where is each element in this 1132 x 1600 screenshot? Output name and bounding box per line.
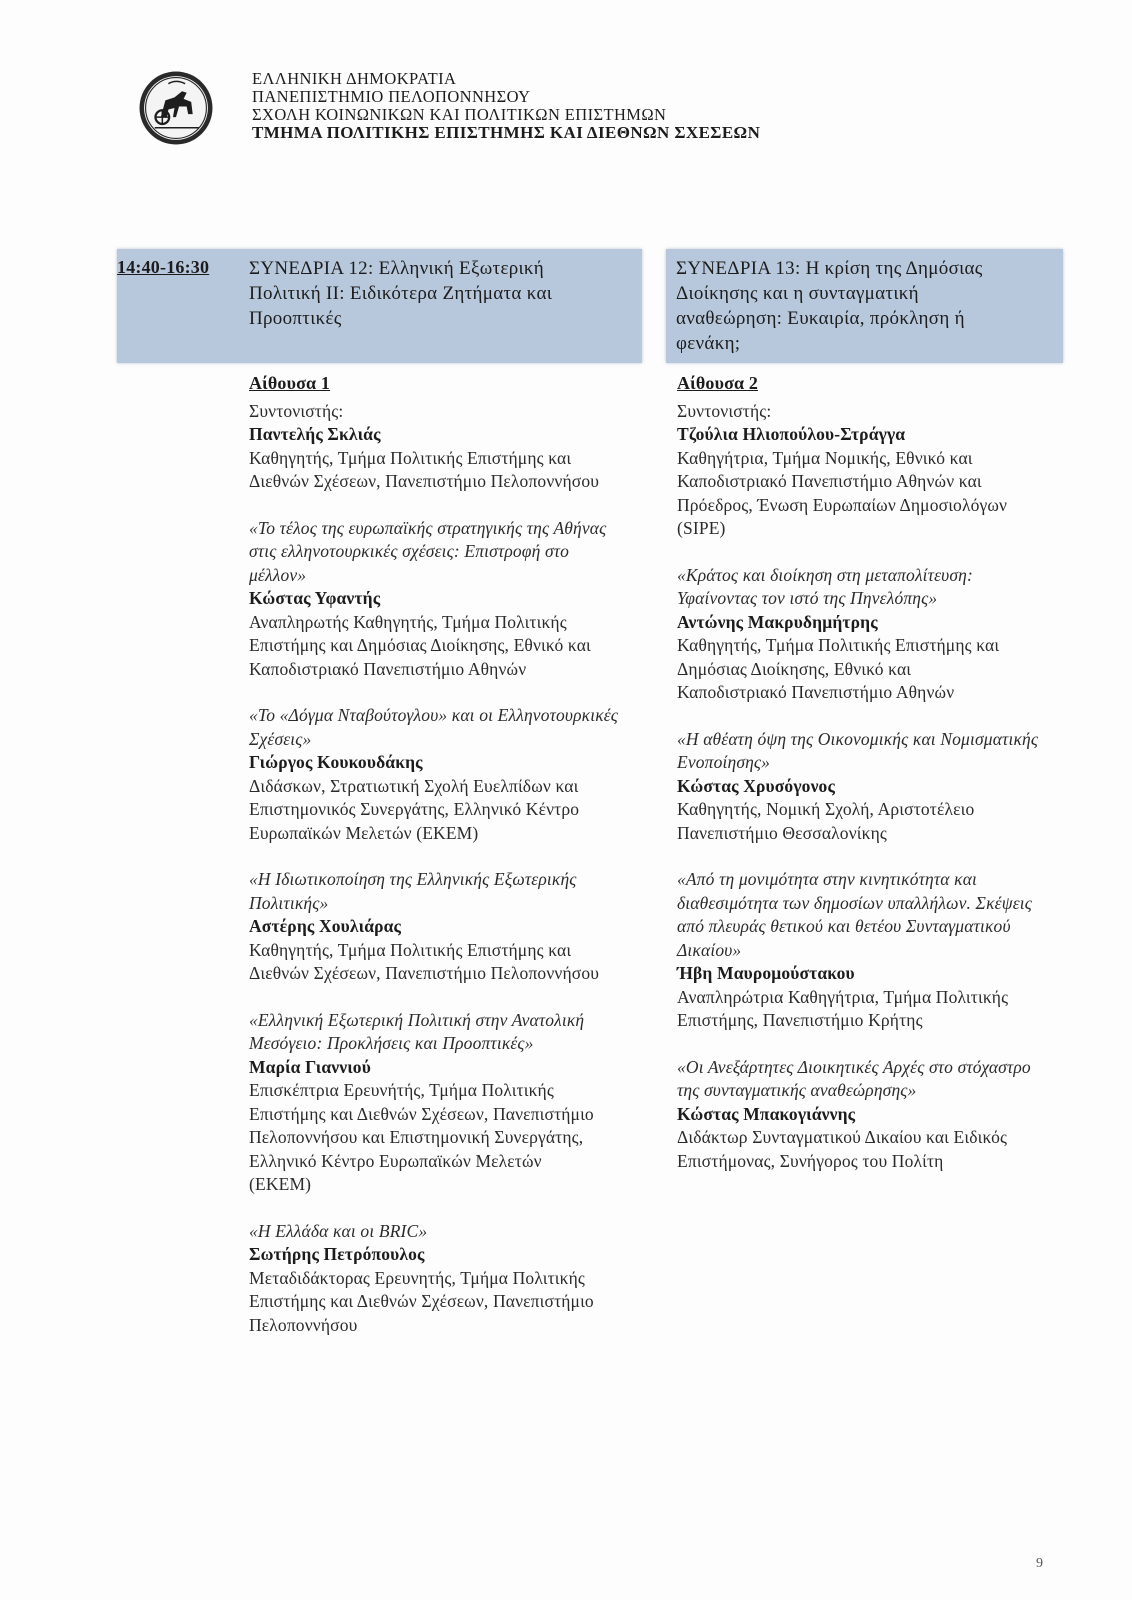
talk-title-line: «Η Ιδιωτικοποίηση της Ελληνικής Εξωτερικής <box>249 869 577 889</box>
affiliation-line: Επιστήμης και Διεθνών Σχέσεων, Πανεπιστήμιο <box>249 1103 594 1124</box>
talk-title-line: «Η Ελλάδα και οι BRIC» <box>249 1220 428 1241</box>
speaker-name: Κώστας Υφαντής <box>249 588 381 608</box>
affiliation-line: (SIPE) <box>677 518 726 538</box>
affiliation-line: Ευρωπαϊκών Μελετών (ΕΚΕΜ) <box>249 822 479 843</box>
coordinator-name: Παντελής Σκλιάς <box>249 424 381 444</box>
talk-title-line: Μεσόγειο: Προκλήσεις και Προοπτικές» <box>249 1033 534 1053</box>
talk-title-line: της συνταγματικής αναθεώρησης» <box>677 1080 917 1100</box>
session-13-column <box>677 372 1057 1173</box>
affiliation-line: Καθηγητής, Τμήμα Πολιτικής Επιστήμης και <box>677 635 1000 655</box>
coordinator-affiliation <box>249 447 641 494</box>
talk-item <box>249 868 641 986</box>
talk-title-line: «Η αθέατη όψη της Οικονομικής και Νομισματικής <box>677 728 1039 749</box>
affiliation-line: Αναπληρώτρια Καθηγήτρια, Τμήμα Πολιτικής <box>677 986 1009 1007</box>
university-seal-icon <box>138 70 214 146</box>
talk-title-line: Σχέσεις» <box>249 728 312 749</box>
speaker-name: Αστέρης Χουλιάρας <box>249 916 402 936</box>
document-header <box>138 70 1038 150</box>
session-title-line: ΣΥΝΕΔΡΙΑ 12: Ελληνική Εξωτερική <box>249 258 545 279</box>
header-line-republic: ΕΛΛΗΝΙΚΗ ΔΗΜΟΚΡΑΤΙΑ <box>252 69 457 88</box>
speaker-affiliation <box>677 798 1057 845</box>
speaker-affiliation <box>249 1267 641 1338</box>
coordinator-name: Τζούλια Ηλιοπούλου-Στράγγα <box>677 424 906 444</box>
affiliation-line: Επιστήμης και Δημόσιας Διοίκησης, Εθνικό και <box>249 635 591 655</box>
session-title-line: ΣΥΝΕΔΡΙΑ 13: Η κρίση της Δημόσιας <box>676 258 983 279</box>
affiliation-line: Καποδιστριακό Πανεπιστήμιο Αθηνών και <box>677 471 982 491</box>
affiliation-line: Πανεπιστήμιο Θεσσαλονίκης <box>677 822 887 843</box>
session-13-title <box>676 256 1056 356</box>
affiliation-line: Μεταδιδάκτορας Ερευνητής, Τμήμα Πολιτικής <box>249 1267 585 1288</box>
coordinator-label: Συντονιστής: <box>677 400 772 421</box>
talk-item <box>249 1009 641 1197</box>
affiliation-line: Καθηγητής, Τμήμα Πολιτικής Επιστήμης και <box>249 447 572 468</box>
talk-title <box>249 517 641 588</box>
talk-title-line: «Κράτος και διοίκηση στη μεταπολίτευση: <box>677 564 973 585</box>
affiliation-line: Επισκέπτρια Ερευνήτής, Τμήμα Πολιτικής <box>249 1080 554 1100</box>
talk-title <box>249 868 641 915</box>
talk-title-line: Πολιτικής» <box>249 892 329 913</box>
speaker-affiliation <box>249 939 641 986</box>
affiliation-line: (ΕΚΕΜ) <box>249 1174 312 1194</box>
talk-title <box>677 1056 1057 1103</box>
speaker-affiliation <box>677 634 1057 705</box>
session-title-line: Πολιτική ΙΙ: Ειδικότερα Ζητήματα και <box>249 283 553 304</box>
talk-title-line: στις ελληνοτουρκικές σχέσεις: Επιστροφή στο <box>249 541 570 561</box>
talk-item <box>249 1220 641 1338</box>
room-label: Αίθουσα 2 <box>677 373 759 393</box>
talk-item <box>677 868 1057 1033</box>
speaker-name: Γιώργος Κουκουδάκης <box>249 752 423 772</box>
talk-title-line: «Το τέλος της ευρωπαϊκής στρατηγικής της Αθήνας <box>249 517 607 538</box>
affiliation-line: Επιστήμης και Διεθνών Σχέσεων, Πανεπιστήμιο <box>249 1291 594 1311</box>
talk-title-line: μέλλον» <box>249 564 307 585</box>
speaker-name: Κώστας Μπακογιάννης <box>677 1103 856 1124</box>
affiliation-line: Επιστήμονας, Συνήγορος του Πολίτη <box>677 1150 944 1171</box>
affiliation-line: Διδάκτωρ Συνταγματικού Δικαίου και Ειδικός <box>677 1127 1008 1147</box>
talk-title-line: «Ελληνική Εξωτερική Πολιτική στην Ανατολική <box>249 1009 585 1030</box>
time-slot: 14:40-16:30 <box>117 257 210 277</box>
affiliation-line: Αναπληρωτής Καθηγητής, Τμήμα Πολιτικής <box>249 611 567 632</box>
affiliation-line: Πελοποννήσου και Επιστημονική Συνεργάτης, <box>249 1127 584 1147</box>
affiliation-line: Καθηγητής, Νομική Σχολή, Αριστοτέλειο <box>677 799 975 819</box>
speaker-affiliation <box>677 986 1057 1033</box>
header-line-university: ΠΑΝΕΠΙΣΤΗΜΙΟ ΠΕΛΟΠΟΝΝΗΣΟΥ <box>252 87 531 106</box>
talk-item <box>249 517 641 682</box>
session-title-line: αναθεώρηση: Ευκαιρία, πρόκληση ή <box>676 308 965 329</box>
talk-title <box>249 1009 641 1056</box>
session-title-line: φενάκη; <box>676 333 741 354</box>
page-number: 9 <box>1036 1556 1043 1571</box>
talk-title-line: «Από τη μονιμότητα στην κινητικότητα και <box>677 869 978 889</box>
affiliation-line: Διεθνών Σχέσεων, Πανεπιστήμιο Πελοποννήσου <box>249 963 600 983</box>
affiliation-line: Πρόεδρος, Ένωση Ευρωπαίων Δημοσιολόγων <box>677 494 1008 515</box>
header-line-school: ΣΧΟΛΗ ΚΟΙΝΩΝΙΚΩΝ ΚΑΙ ΠΟΛΙΤΙΚΩΝ ΕΠΙΣΤΗΜΩΝ <box>252 105 667 124</box>
affiliation-line: Επιστημονικός Συνεργάτης, Ελληνικό Κέντρο <box>249 799 580 819</box>
speaker-name: Κώστας Χρυσόγονος <box>677 775 835 796</box>
session-title-line: Προοπτικές <box>249 308 342 329</box>
speaker-affiliation <box>249 1079 641 1197</box>
talk-title <box>249 704 641 751</box>
room-label: Αίθουσα 1 <box>249 373 331 393</box>
speaker-name: Σωτήρης Πετρόπουλος <box>249 1244 425 1264</box>
coordinator-affiliation <box>677 447 1057 541</box>
talk-item <box>677 564 1057 705</box>
talk-title-line: Δικαίου» <box>677 939 742 960</box>
coordinator-label: Συντονιστής: <box>249 400 344 421</box>
speaker-affiliation <box>249 775 641 846</box>
talk-title-line: Ενοποίησης» <box>677 752 771 772</box>
talk-title-line: από πλευράς θετικού και θετέου Συνταγματικού <box>677 916 1011 936</box>
header-text-block <box>252 70 760 142</box>
affiliation-line: Διεθνών Σχέσεων, Πανεπιστήμιο Πελοποννήσου <box>249 471 600 491</box>
affiliation-line: Ελληνικό Κέντρο Ευρωπαϊκών Μελετών <box>249 1150 542 1171</box>
affiliation-line: Καποδιστριακό Πανεπιστήμιο Αθηνών <box>677 682 955 702</box>
header-line-department: ΤΜΗΜΑ ΠΟΛΙΤΙΚΗΣ ΕΠΙΣΤΗΜΗΣ ΚΑΙ ΔΙΕΘΝΩΝ ΣΧΕΣΕΩΝ <box>252 123 761 142</box>
talk-title-line: «Το «Δόγμα Νταβούτογλου» και οι Ελληνοτουρκικές <box>249 705 619 725</box>
speaker-name: Ήβη Μαυρομούστακου <box>677 963 855 983</box>
talk-title-line: «Οι Ανεξάρτητες Διοικητικές Αρχές στο στόχαστρο <box>677 1056 1031 1077</box>
affiliation-line: Δημόσιας Διοίκησης, Εθνικό και <box>677 658 912 679</box>
affiliation-line: Καθηγήτρια, Τμήμα Νομικής, Εθνικό και <box>677 447 973 468</box>
affiliation-line: Επιστήμης, Πανεπιστήμιο Κρήτης <box>677 1010 923 1030</box>
affiliation-line: Καθηγητής, Τμήμα Πολιτικής Επιστήμης και <box>249 939 572 960</box>
affiliation-line: Καποδιστριακό Πανεπιστήμιο Αθηνών <box>249 658 527 679</box>
talk-item <box>677 1056 1057 1174</box>
speaker-name: Μαρία Γιαννιού <box>249 1056 371 1077</box>
speaker-name: Αντώνης Μακρυδημήτρης <box>677 611 878 632</box>
talk-title <box>677 868 1057 962</box>
speaker-affiliation <box>249 611 641 682</box>
speaker-affiliation <box>677 1126 1057 1173</box>
affiliation-line: Πελοποννήσου <box>249 1314 358 1335</box>
talk-title <box>249 1220 641 1244</box>
session-12-column <box>249 372 641 1337</box>
affiliation-line: Διδάσκων, Στρατιωτική Σχολή Ευελπίδων και <box>249 775 579 796</box>
talk-title-line: Υφαίνοντας τον ιστό της Πηνελόπης» <box>677 588 938 608</box>
talk-title-line: διαθεσιμότητα των δημοσίων υπαλλήλων. Σκέψεις <box>677 892 1033 913</box>
talk-item <box>677 728 1057 846</box>
session-title-line: Διοίκησης και η συνταγματική <box>676 283 919 304</box>
talk-item <box>249 704 641 845</box>
talk-title <box>677 564 1057 611</box>
talk-title <box>677 728 1057 775</box>
session-12-title <box>249 256 629 331</box>
